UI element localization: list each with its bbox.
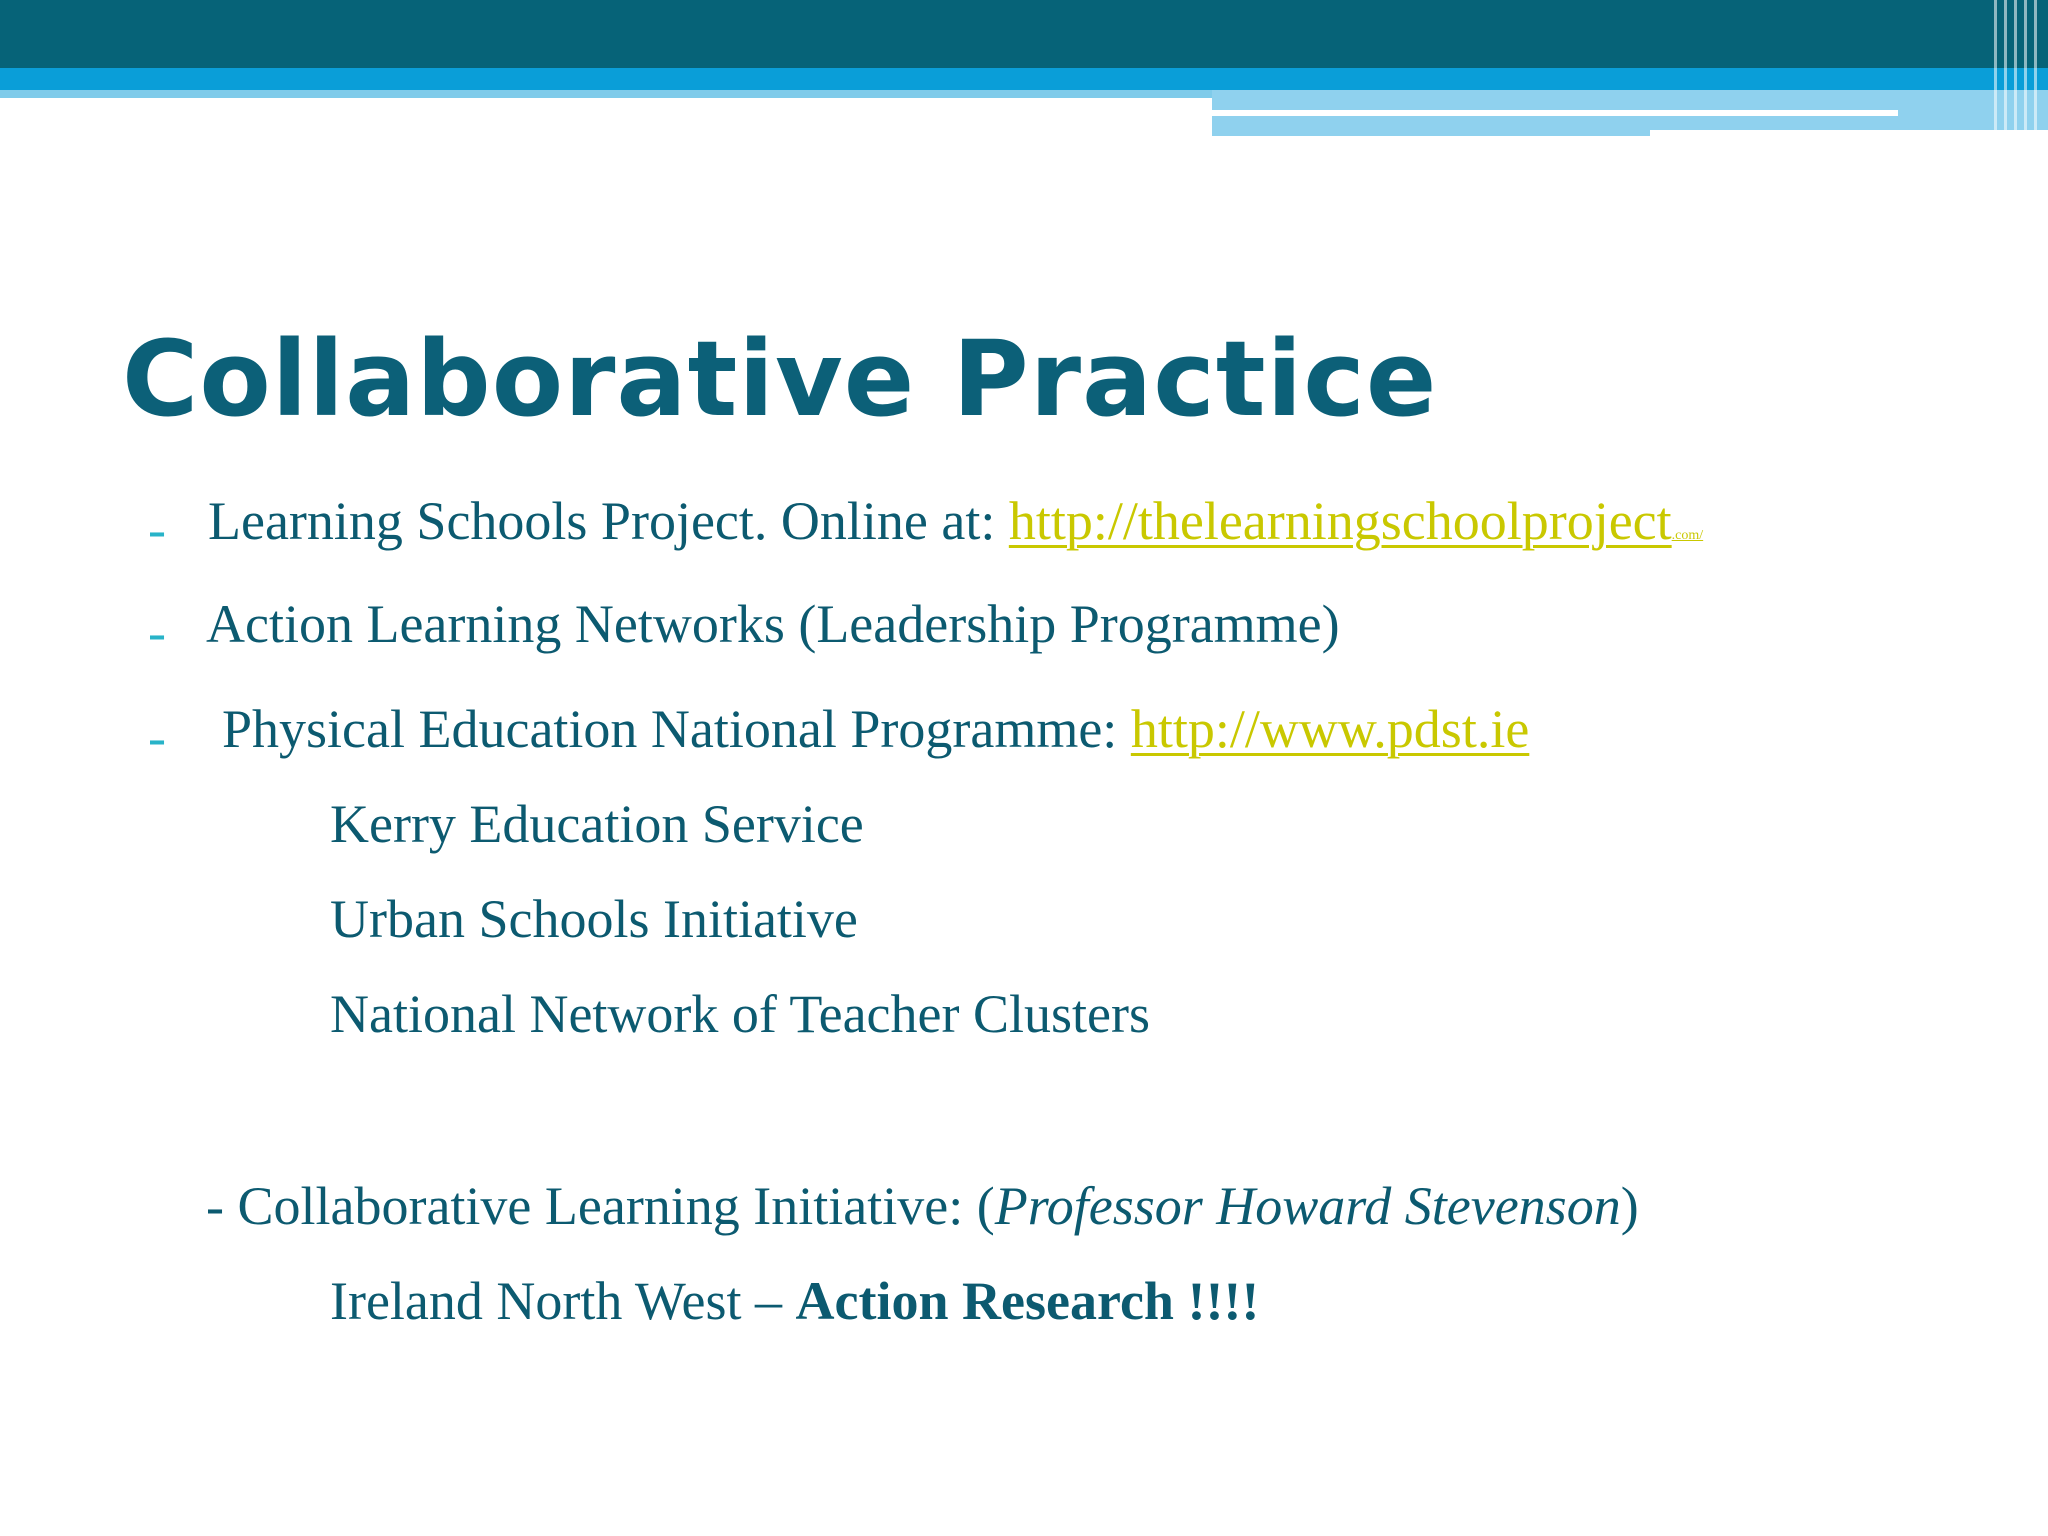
ireland-prefix: Ireland North West –: [330, 1271, 796, 1331]
learning-school-link-suffix[interactable]: .com/: [1671, 528, 1704, 543]
bullet-dash-3: -: [148, 707, 166, 767]
header-stripe: [1212, 110, 1898, 116]
ireland-line: [330, 1271, 1260, 1331]
cli-prefix: - Collaborative Learning Initiative: (: [206, 1176, 995, 1236]
cli-suffix: ): [1620, 1176, 1639, 1236]
bullet-dash-2: -: [148, 602, 166, 662]
bullet-text-2: Action Learning Networks (Leadership Programme): [206, 594, 1340, 654]
bullet-text-3: Physical Education National Programme:: [222, 699, 1131, 759]
learning-school-link[interactable]: http://thelearningschoolproject: [1008, 491, 1672, 551]
header-band-dark: [0, 0, 2048, 68]
slide-title: Collaborative Practice: [122, 318, 1438, 440]
bullet-dash-1: -: [148, 499, 166, 559]
pdst-link[interactable]: http://www.pdst.ie: [1130, 699, 1530, 759]
bullet-text-1: Learning Schools Project. Online at:: [208, 491, 1009, 551]
bullet-physical-education: [222, 699, 1530, 759]
header-band-light-left: [0, 90, 1212, 98]
sub-item-national-network: National Network of Teacher Clusters: [330, 984, 1150, 1044]
cli-person: Professor Howard Stevenson: [994, 1176, 1621, 1236]
bullet-learning-schools: [208, 491, 1704, 551]
sub-item-urban: Urban Schools Initiative: [330, 889, 858, 949]
bullet-action-learning: [206, 594, 1340, 654]
cli-line: [206, 1176, 1639, 1236]
header-edge-lines: [1988, 0, 2048, 140]
sub-item-kerry: Kerry Education Service: [330, 794, 864, 854]
action-research-emphasis: Action Research !!!!: [795, 1271, 1260, 1331]
header-band-mid: [0, 68, 2048, 90]
